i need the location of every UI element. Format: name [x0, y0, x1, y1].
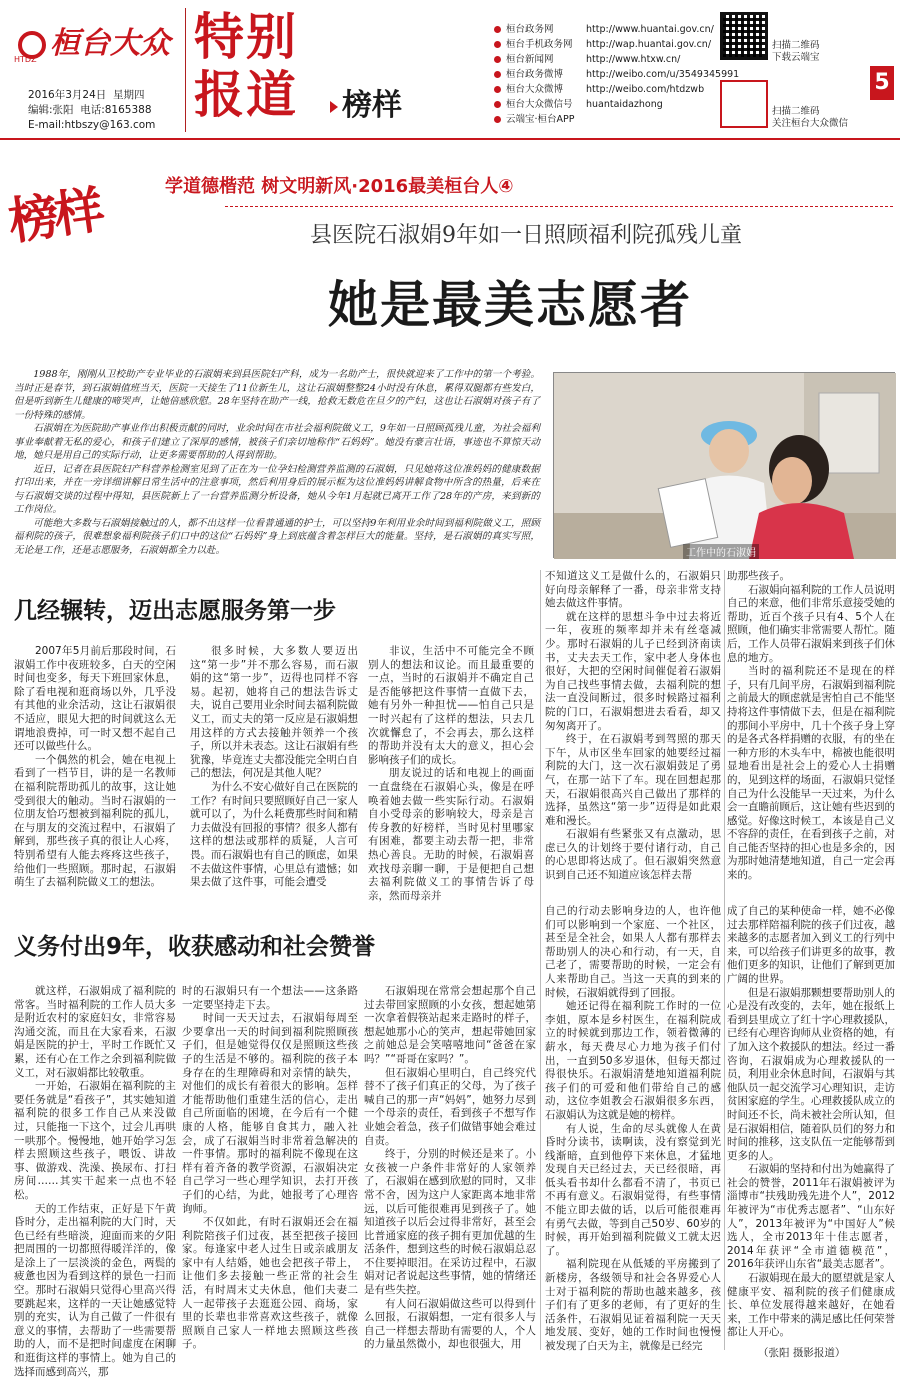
intro-paragraph: 石淑娟在为医院助产事业作出积极贡献的同时，业余时间在市社会福利院做义工，9年如一日照顾孤残儿童，为社会福利事业奉献着无私的爱心，和孩子们建立了深厚的感情，被孩子们亲切地称作“石妈妈”。她没有豪言壮语，事迹也不算惊天动地，她只是用自己的实际行动，让更多需要帮助的人得到帮助。	[14, 422, 540, 463]
logo-pinyin: HTDZ	[14, 55, 37, 64]
email-info: E-mail:htbszy@163.com	[28, 118, 155, 133]
media-name: 桓台大众微博	[506, 82, 586, 97]
sec1-column-5	[727, 570, 895, 899]
section-heading-1: 几经辗转，迈出志愿服务第一步	[14, 592, 336, 625]
article-subtitle: 县医院石淑娟9年如一日照顾福利院孤残儿童	[310, 218, 742, 249]
media-item	[494, 22, 739, 37]
sec1-column-1	[14, 645, 176, 899]
column-divider	[540, 570, 541, 1350]
media-name: 云端宝·桓台APP	[506, 112, 586, 127]
series-heading: 学道德楷范 树文明新风·2016最美桓台人④	[165, 172, 513, 198]
masthead-meta	[28, 88, 155, 133]
newspaper-logo	[18, 18, 170, 62]
paragraph: 不仅如此，有时石淑娟还会在福利院陪孩子们过夜，甚至把孩子接回家。每逢家中老人过生日或亲戚朋友家中有人结婚，她也会把孩子带上，让他们多去接触一些正常的社会生活，有时周末丈夫休息，他们夫妻二人一起带孩子去逛逛公园、商场，家里的长辈也非常喜欢这些孩子，就像照顾自己家人一样地去照顾这些孩子。	[182, 1216, 358, 1352]
media-item	[494, 37, 739, 52]
dashed-rule	[225, 206, 893, 207]
paragraph: 就在这样的思想斗争中过去将近一年，夜班的频率却并未有丝毫减少。那时石淑娟的儿子已经到济南读书，丈夫去天工作，家中老人身体也很好，大把的空闲时间催促着石淑娟为自己找些事情去做，去福利院的想法一直没间断过，很多时候路过福利院的门口，石淑娟想进去看看，却又匆匆离开了。	[545, 611, 721, 733]
paragraph: 但是石淑娟那颗想要帮助别人的心是没有改变的，去年，她在报纸上看到县里成立了红十字心理救援队，已经有心理咨询师从业资格的她，有了加入这个救援队的想法。经过一番咨询，石淑娟成为心理救援队的一员，利用业余休息时间，石淑娟与其他队员一起交流学习心理知识，走访贫困家庭的学生。心理救援队成立的时间还不长，尚未被社会所认知，但是石淑娟相信，随着队员们的努力和时间的推移，这支队伍一定能够帮到更多的人。	[727, 987, 895, 1164]
media-item	[494, 97, 739, 112]
paragraph: 天的工作结束，正好是下午黄昏时分，走出福利院的大门时，天色已经有些暗淡，迎面而来的夕阳把周围的一切都照得暖洋洋的，像是涂上了一层淡淡的金色，两鬓的疲惫也因为看到这样的景色一扫而空。那时石淑娟只觉得心里高兴得要跳起来，这样的一天让她感觉特别的充实，认为自己做了一件很有意义的事情，去帮助了一些需要帮助的人，而不是把时间虚度在闲聊和逛街这样的事情上。她为自己的选择而感到高兴，那	[14, 1203, 176, 1379]
media-url[interactable]: http://www.htxw.cn/	[586, 54, 680, 65]
qr-code-wechat	[720, 80, 768, 128]
bullet-icon	[494, 41, 501, 48]
header-rule	[0, 138, 900, 140]
sec1-column-4	[545, 570, 721, 899]
photo-caption: 工作中的石淑娟	[683, 544, 759, 559]
media-name: 桓台政务网	[506, 22, 586, 37]
paragraph: 2007年5月前后那段时间，石淑娟工作中夜班较多，白天的空闲时间也变多，每天下班回家休息，除了看电视和逛商场以外，几乎没有其他的业余活动，这让石淑娟很不适应，眼见大把的时间就这么无谓地浪费掉，可一时又想不起自己还可以做些什么。	[14, 645, 176, 754]
media-name: 桓台新闻网	[506, 52, 586, 67]
bullet-icon	[494, 26, 501, 33]
media-url[interactable]: http://weibo.com/htdzwb	[586, 84, 704, 95]
sec1-column-3	[368, 645, 534, 899]
media-name: 桓台手机政务网	[506, 37, 586, 52]
paragraph: 当时的福利院还不是现在的样子，只有几间平房，石淑娟到福利院之前最大的顾虑就是害怕自己不能坚持将这件事情做下去，但是在福利院的那间小平房中，几十个孩子身上穿的是各式各样捐赠的衣服，有的坐在一种方形的木头车中，棉被也能很明显地看出是社会上的爱心人士捐赠的，见到这样的场面，石淑娟只觉怪自己为什么没能早一天过来，为什么会一直瞻前顾后，这让她有些迟到的感觉。好像这时候工，本该是自己义不容辞的责任，在看到孩子之前，对自己能否坚持的担心也是多余的，因为那时她清楚地知道，自己一定会再来的。	[727, 665, 895, 883]
paragraph: 有人说，生命的尽头就像人在黄昏时分读书，读啊读，没有察觉到光线渐暗，直到他停下来休息，才猛地发现自天已经过去，天已经很暗，再低头看书却什么都看不清了，书页已不再有意义。石淑娟觉得，有些事情不能立即去做的话，以后可能很难再有勇气去做，等到自己50岁、60岁的时候，再开始到福利院做义工就太迟了。	[545, 1123, 721, 1259]
paragraph: 终于，在石淑娟考到驾照的那天下午，从市区坐车回家的她要经过福利院的大门，这一次石淑娟鼓足了勇气，在那一站下了车。现在回想起那天，石淑娟很高兴自己做出了那样的选择，虽然这“第一步”迈得是如此艰难和漫长。	[545, 733, 721, 828]
paragraph: 成了自己的某种使命一样，她不必像过去那样陪福利院的孩子们过夜，越来越多的志愿者加入到义工的行列中来，可以给孩子们讲更多的故事，教他们更多的知识，让他们了解到更加广阔的世界。	[727, 905, 895, 987]
paragraph: 石淑娟向福利院的工作人员说明自己的来意，他们非常乐意接受她的帮助，近百个孩子只有4、5个人在照顾，他们确实非常需要人帮忙。随后，工作人员带石淑娟来到孩子们休息的地方。	[727, 584, 895, 666]
sec1-column-2	[190, 645, 358, 899]
paragraph: 终于，分别的时候还是来了。小女孩被一户条件非常好的人家领养了，石淑娟在感到欣慰的同时，又非常不舍，因为这户人家距离本地非常远，以后可能很难再见到孩子了。她知道孩子以后会过得非常好，甚至会比普通家庭的孩子拥有更加优越的生活条件，想到这些的时候石淑娟总忍不住要掉眼泪。在采访过程中，石淑娟对记者说起这些事情，她的情绪还是有些失控。	[364, 1148, 536, 1298]
media-name: 桓台大众微信号	[506, 97, 586, 112]
section-title	[194, 8, 298, 124]
bullet-icon	[494, 71, 501, 78]
paragraph: 自己的行动去影响身边的人，也许他们可以影响到一个家庭、一个社区，甚至是全社会，如果人人都有那样去帮助别人的决心和行动，有一天，自己老了，需要帮助的时候，一定会有人来帮助自己。当这一天真的到来的时候，石淑娟就得到了回报。	[545, 905, 721, 1000]
section-title-line1: 特别	[194, 8, 298, 66]
bullet-icon	[494, 86, 501, 93]
triangle-icon	[330, 101, 338, 113]
paragraph: 非议，生活中不可能完全不顾别人的想法和议论。而且最重要的一点，当时的石淑娟并不确定自己是否能够把这件事情一直做下去，她有另外一种担忧——怕自己只是一时兴起有了这样的想法，只去几次就懈怠了，不会再去，那么这样的帮助并没有太大的意义，担心会影响孩子们的成长。	[368, 645, 534, 767]
paragraph: 就这样，石淑娟成了福利院的常客。当时福利院的工作人员大多是附近农村的家庭妇女，非常容易沟通交流，而且在大家看来，石淑娟是医院的护士，平时工作既忙又累，还有心在工作之余到福利院做义工，对石淑娟都比较敬重。	[14, 985, 176, 1080]
paragraph: 有人问石淑娟做这些可以得到什么回报，石淑娟想，一定有很多人与自己一样想去帮助有需要的人，个人的力量虽然微小，却也很强大，用	[364, 1298, 536, 1352]
sec2-column-4	[545, 905, 721, 1357]
paragraph: 不知道这义工是做什么的，石淑娟只好向母亲解释了一番，母亲非常支持她去做这件事情。	[545, 570, 721, 611]
section-heading-2: 义务付出9年，收获感动和社会赞誉	[14, 928, 375, 961]
bullet-icon	[494, 56, 501, 63]
column-divider	[724, 570, 725, 1350]
column-label: 榜样	[342, 88, 402, 123]
intro-paragraph: 可能绝大多数与石淑娟接触过的人，都不出这样一位看普通通的护士，可以坚持9年利用业余时间到福利院做义工，照顾福利院的孩子，很难想象福利院孩子们口中的这位“石妈妈”身上到底蕴含着怎样巨大的能量。坚持，是石淑娟的真实写照，无论是工作，还是志愿服务，石淑娟都全力以赴。	[14, 517, 540, 558]
media-list	[494, 22, 739, 127]
bullet-icon	[494, 101, 501, 108]
sec2-column-3	[364, 985, 536, 1357]
paragraph: 助那些孩子。	[727, 570, 895, 584]
masthead	[0, 0, 900, 134]
media-item	[494, 52, 739, 67]
photo-illustration	[554, 373, 896, 559]
paragraph: 石淑娟现在常常会想起那个自己过去带回家照顾的小女孩，想起她第一次拿着假筷站起来走路时的样子，想起她那小心的笑声，想起带她回家之前她总是会笑嘻嘻地问“爸爸在家吗？”“哥哥在家吗？”。	[364, 985, 536, 1067]
sec2-column-2	[182, 985, 358, 1357]
intro-paragraph: 近日，记者在县医院妇产科营养检测室见到了正在为一位孕妇检测营养监测的石淑娟，只见她将这位准妈妈的健康数据打印出来，并在一旁详细讲解日常生活中的注意事项，然后利用身后的展示框为这位准妈妈讲解食物中所含的热量，后来在与石淑娟交谈的过程中得知，县医院新上了一台营养监测分析设备，她从今年1月起就已离开工作了28年的产房，来到新的工作岗位。	[14, 463, 540, 517]
media-url[interactable]: http://wap.huantai.gov.cn/	[586, 39, 711, 50]
paragraph: 石淑娟的坚持和付出为她赢得了社会的赞誉，2011年石淑娟被评为淄博市“扶残助残先进个人”，2012年被评为“市优秀志愿者”、“山东好人”，2013年被评为“中国好人”候选人，全市2013年十佳志愿者，2014年获评“全市道德模范”，2016年获评山东省“最美志愿者”。	[727, 1163, 895, 1272]
paragraph: 时间一天天过去，石淑娟每周至少要拿出一天的时间到福利院照顾孩子们，但是她觉得仅仅是照顾这些孩子的生活是不够的。福利院的孩子本身存在的生理障碍和对亲情的缺失，对他们的成长有着很大的影响。怎样才能帮助他们重建生活的信心，走出自己所面临的困境，在今后有一个健康的人格，能够自食其力，融入社会，成了石淑娟当时非常着急解决的一件事情。那时的福利院不像现在这样有着齐备的教学资源，石淑娟决定自己学习一些心理学知识，去打开孩子们的心结，为此，她报考了心理咨询师。	[182, 1012, 358, 1216]
bangyang-logo: 榜样	[3, 170, 104, 254]
logo-text: 桓台大众	[50, 26, 170, 61]
paragraph: 很多时候，大多数人要迈出这“第一步”并不那么容易，而石淑娟的这“第一步”，迈得也同样不容易。起初，她将自己的想法告诉丈夫，说自己要用业余时间去福利院做义工，而丈夫的第一反应是石淑娟想用这样的方式去接触并领养一个孩子，所以并未表态。这让石淑娟有些犹豫，毕竟连丈夫都没能完全明白自己的想法，何况是其他人呢？	[190, 645, 358, 781]
paragraph: 朋友说过的话和电视上的画面一直盘绕在石淑娟心头，像是在呼唤着她去做一些实际行动。石淑娟自小受母亲的影响较大，母亲是言传身教的好榜样，当时见村里哪家有困难，都要主动去帮一把，非常热心善良。无助的时候，石淑娟喜欢找母亲聊一聊，于是便把自己想去福利院做义工的事情告诉了母亲，然而母亲并	[368, 767, 534, 903]
paragraph: 石淑娟有些紧张又有点激动，思虑已久的计划终于要付诸行动，自己的心思即将达成了。但石淑娟突然意识到自己还不知道应该怎样去帮	[545, 828, 721, 882]
qr-caption-wechat: 扫描二维码 关注桓台大众微信	[772, 106, 848, 130]
article-intro	[14, 368, 540, 557]
qr-caption-app: 扫描二维码 下载云端宝	[772, 40, 820, 64]
page-number: 5	[870, 66, 894, 100]
media-url[interactable]: http://weibo.com/u/3549345991	[586, 69, 739, 80]
media-item	[494, 112, 739, 127]
column-name	[330, 80, 402, 124]
sec2-column-1	[14, 985, 176, 1357]
editor-info: 编辑:张阳 电话:8165388	[28, 103, 155, 118]
intro-paragraph: 1988年，刚刚从卫校助产专业毕业的石淑娟来到县医院妇产科，成为一名助产士，很快就迎来了工作中的第一个考验。当时正是春节，到石淑娟值班当天，医院一天接生了11位新生儿，这让石淑娟整整24小时没有休息，累得双腿都有些发白，但是听到新生儿健康的啼哭声，让她倍感欣慰。28年坚持在助产一线，抢救无数危在旦夕的产妇，这也让石淑娟对孩子有了一份特殊的感情。	[14, 368, 540, 422]
photo-credit: （张阳 摄影报道）	[758, 1345, 845, 1360]
media-name: 桓台政务微博	[506, 67, 586, 82]
paragraph: 时的石淑娟只有一个想法——这条路一定要坚持走下去。	[182, 985, 358, 1012]
qr-code-app	[720, 12, 768, 60]
media-url[interactable]: http://www.huantai.gov.cn/	[586, 24, 714, 35]
paragraph: 一个偶然的机会，她在电视上看到了一档节目，讲的是一名教师在福利院帮助孤儿的故事，这让她受到很大的触动。当时石淑娟的一位朋友恰巧想被到福利院的孤儿，在与朋友的交流过程中，石淑娟了解到，那些孩子真的很让人心疼，特别希望有人能去疼疼这些孩子，给他们一些照顾。那时起，石淑娟萌生了去福利院做义工的想法。	[14, 754, 176, 890]
paragraph: 一开始，石淑娟在福利院的主要任务就是“看孩子”，其实她知道福利院的很多工作自己从来没做过，只能拖一下这个，过会儿再哄一哄那个。慢慢地，她开始学习怎样去照顾这些孩子，喂饭、讲故事、做游戏、洗澡、换尿布、打扫房间……其实干起来一点也不轻松。	[14, 1080, 176, 1202]
paragraph: 福利院现在从低矮的平房搬到了新楼房，各级领导和社会各界爱心人士对于福利院的帮助也越来越多，孩子们有了更多的老师，有了更好的生活条件，石淑娟见证着福利院一天天地发展、变好，她的工作时间也慢慢被发现了白天为主，就像是已经完	[545, 1258, 721, 1353]
sec2-column-5	[727, 905, 895, 1340]
media-url[interactable]: huantaidazhong	[586, 99, 663, 110]
paragraph: 石淑娟现在最大的愿望就是家人健康平安、福利院的孩子们健康成长、单位发展得越来越好，在她看来，工作中带来的满足感比任何荣誉都让人开心。	[727, 1272, 895, 1340]
article-title: 她是最美志愿者	[328, 265, 692, 337]
masthead-divider	[185, 8, 186, 132]
media-item	[494, 82, 739, 97]
bullet-icon	[494, 116, 501, 123]
paragraph: 但石淑娟心里明白，自己终究代替不了孩子们真正的父母，为了孩子喊自己的那一声“妈妈”，她努力尽到一个母亲的责任，看到孩子不想写作业她会着急，孩子们做错事她会难过自责。	[364, 1067, 536, 1149]
media-item	[494, 67, 739, 82]
paragraph: 她还记得在福利院工作时的一位李姐，原本是乡村医生，在福利院成立的时候就到那边工作，领着微薄的薪水，每天费尽心力地为孩子们付出，一直到50多岁退休，但每天都过得很快乐。石淑娟清楚地知道福利院孩子们的可爱和他们带给自己的感动，这位李姐教会石淑娟很多东西，石淑娟认为这就是她的榜样。	[545, 1000, 721, 1122]
section-title-line2: 报道	[194, 66, 298, 124]
issue-date: 2016年3月24日 星期四	[28, 88, 155, 103]
paragraph: 为什么不安心做好自己在医院的工作？有时间只要照顾好自己一家人就可以了，为什么耗费那些时间和精力去做没有回报的事情？很多人都有这样的想法或那样的质疑，人言可畏。而石淑娟也有自己的顾虑，如果不去做这件事情，心里总有遗憾；如果去做了这件事，可能会遭受	[190, 781, 358, 890]
article-photo	[553, 372, 895, 558]
